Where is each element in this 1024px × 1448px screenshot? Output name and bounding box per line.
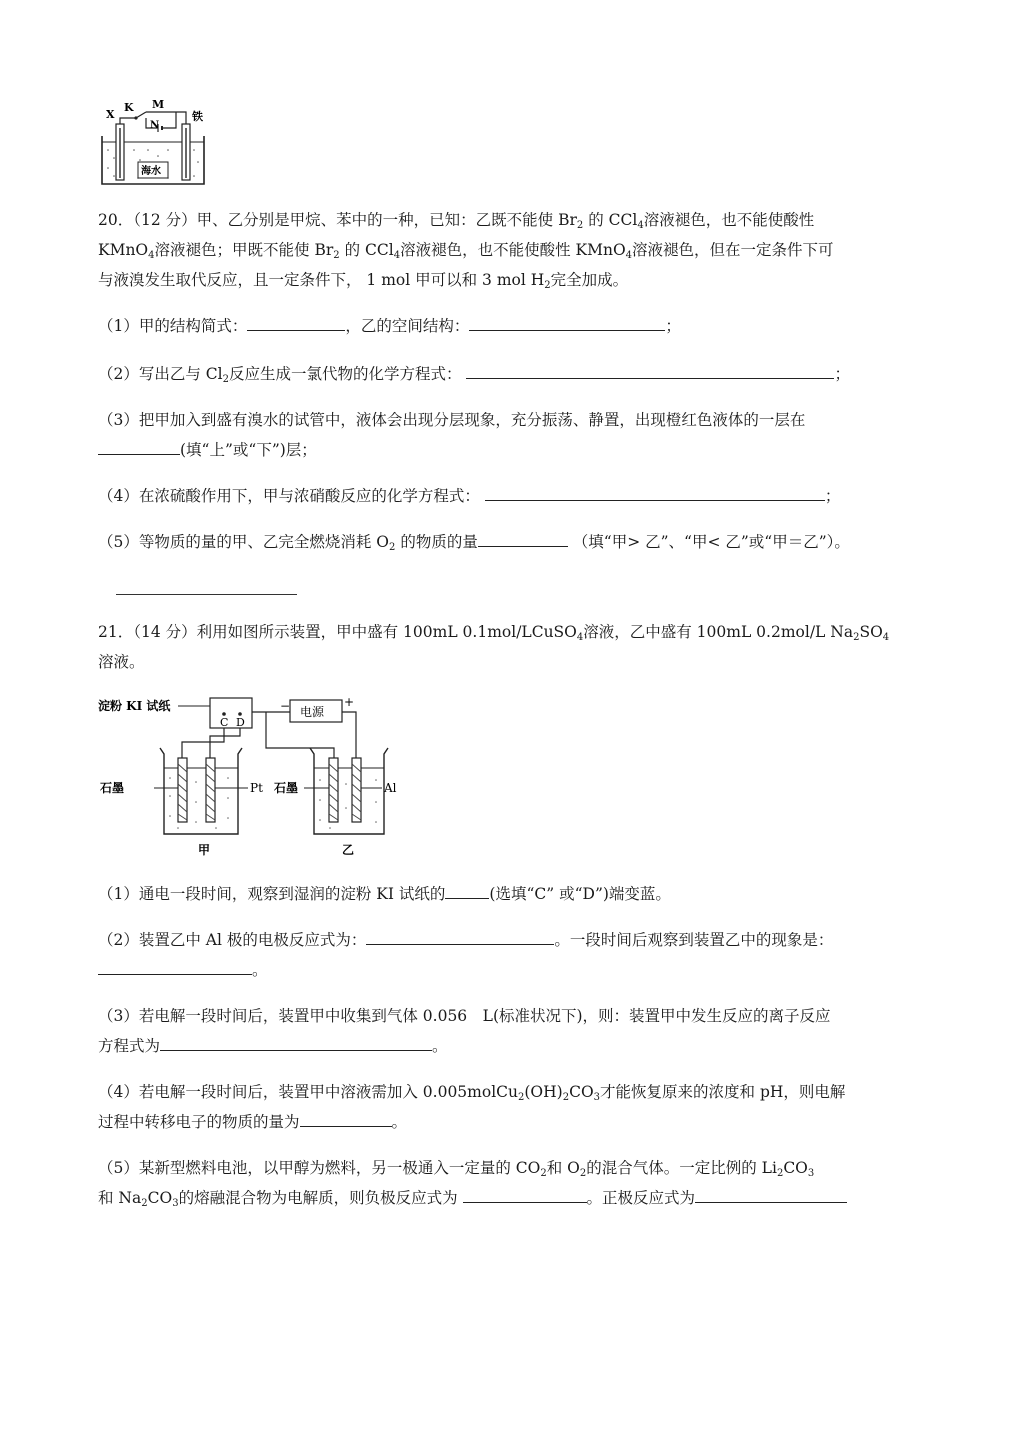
q21-line-1: 21．（14 分）利用如图所示装置，甲中盛有 100mL 0.1mol/LCuSO$_4$溶液，乙中盛有 100mL 0.2mol/L $Na_2SO_4$ xyxy=(98,623,890,643)
q21-part-4: （4）若电解一段时间后，装置甲中溶液需加入 $0.005molCu_2(OH)_2CO_3$才能恢复原来的浓度和 pH，则电解 xyxy=(98,1083,846,1103)
corrosion-apparatus-figure xyxy=(98,98,210,188)
fig2-label-minus: − xyxy=(280,699,291,713)
answer-blank[interactable] xyxy=(366,930,554,945)
q21-part-5: （5）某新型燃料电池，以甲醇为燃料，另一极通入一定量的 $CO_2$和 $O_2$的混合气体。一定比例的 $Li_2CO_3$ xyxy=(98,1159,815,1179)
answer-blank[interactable] xyxy=(478,532,568,547)
q21-line-2: 溶液。 xyxy=(98,653,145,671)
answer-blank[interactable] xyxy=(98,440,180,455)
q20-part-3: （3）把甲加入到盛有溴水的试管中，液体会出现分层现象，充分振荡、静置，出现橙红色液体的一层在 xyxy=(98,411,806,429)
fig2-label-ki-paper: 淀粉 KI 试纸 xyxy=(98,699,171,713)
q20-part-1: （1）甲的结构简式： ，乙的空间结构： ； xyxy=(98,317,681,335)
q20-line-3: 与液溴发生取代反应，且一定条件下， 1 mol 甲可以和 3 mol $H_2$完全加成。 xyxy=(98,271,629,291)
fig2-label-al: Al xyxy=(384,781,397,795)
answer-blank[interactable] xyxy=(160,1036,432,1051)
fig1-label-iron: 铁 xyxy=(192,110,203,123)
q20-part-2: （2）写出乙与 $Cl_2$反应生成一氯代物的化学方程式： ； xyxy=(98,365,850,385)
electrolysis-apparatus-figure xyxy=(98,692,408,862)
q21-part-5-cont: 和 $Na_2CO_3$的熔融混合物为电解质，则负极反应式为 。正极反应式为 xyxy=(98,1188,847,1208)
q21-part-3-cont: 方程式为 。 xyxy=(98,1037,448,1055)
q20-line-2: KMnO$_4$溶液褪色；甲既不能使 $Br_2$ 的 CCl$_4$溶液褪色，也不能使酸性 KMnO$_4$溶液褪色，但在一定条件下可 xyxy=(98,241,834,261)
q20-line-1: 20．（12 分）甲、乙分别是甲烷、苯中的一种，已知：乙既不能使 $Br_2$ 的 CCl$_4$溶液褪色，也不能使酸性 xyxy=(98,211,815,231)
fig1-label-m: M xyxy=(152,98,165,111)
answer-blank[interactable] xyxy=(469,316,665,331)
fig1-label-k: K xyxy=(124,101,134,114)
q21-part-4-cont: 过程中转移电子的物质的量为 。 xyxy=(98,1113,408,1131)
fig2-label-c: C xyxy=(220,716,229,729)
separator-line xyxy=(116,594,297,595)
q20-part-4: （4）在浓硫酸作用下，甲与浓硝酸反应的化学方程式： ； xyxy=(98,487,841,505)
fig2-label-d: D xyxy=(236,716,245,729)
q20-part-5: （5）等物质的量的甲、乙完全燃烧消耗 $O_2$ 的物质的量 （填“甲> 乙”、“甲< 乙”或“甲＝乙”）。 xyxy=(98,533,850,553)
q21-part-2: （2）装置乙中 Al 极的电极反应式为： 。一段时间后观察到装置乙中的现象是： xyxy=(98,931,834,949)
fig1-label-x: X xyxy=(106,108,115,121)
fig2-label-yi: 乙 xyxy=(342,843,355,857)
fig2-label-graphite-1: 石墨 xyxy=(100,781,125,795)
q21-part-2-cont: 。 xyxy=(98,960,268,980)
answer-blank[interactable] xyxy=(695,1188,847,1203)
answer-blank[interactable] xyxy=(463,1188,587,1203)
answer-blank[interactable] xyxy=(98,960,252,975)
answer-blank[interactable] xyxy=(247,316,345,331)
fig2-label-power: 电源 xyxy=(300,705,325,719)
q21-part-3: （3）若电解一段时间后，装置甲中收集到气体 0.056 L(标准状况下)，则：装置甲中发生反应的离子反应 xyxy=(98,1007,831,1025)
fig1-label-seawater: 海水 xyxy=(141,166,161,177)
answer-blank[interactable] xyxy=(485,486,825,501)
q20-part-3-cont: (填“上”或“下”)层； xyxy=(98,440,317,460)
fig2-label-graphite-2: 石墨 xyxy=(274,781,299,795)
fig2-label-pt: Pt xyxy=(250,781,263,795)
answer-blank[interactable] xyxy=(466,364,834,379)
answer-blank[interactable] xyxy=(445,884,489,899)
answer-blank[interactable] xyxy=(300,1112,392,1127)
fig1-label-n: N xyxy=(150,120,160,131)
fig2-label-plus: + xyxy=(344,695,355,709)
fig2-label-jia: 甲 xyxy=(198,843,211,857)
q21-part-1: （1）通电一段时间，观察到湿润的淀粉 KI 试纸的 (选填“C” 或“D”)端变蓝。 xyxy=(98,885,671,903)
